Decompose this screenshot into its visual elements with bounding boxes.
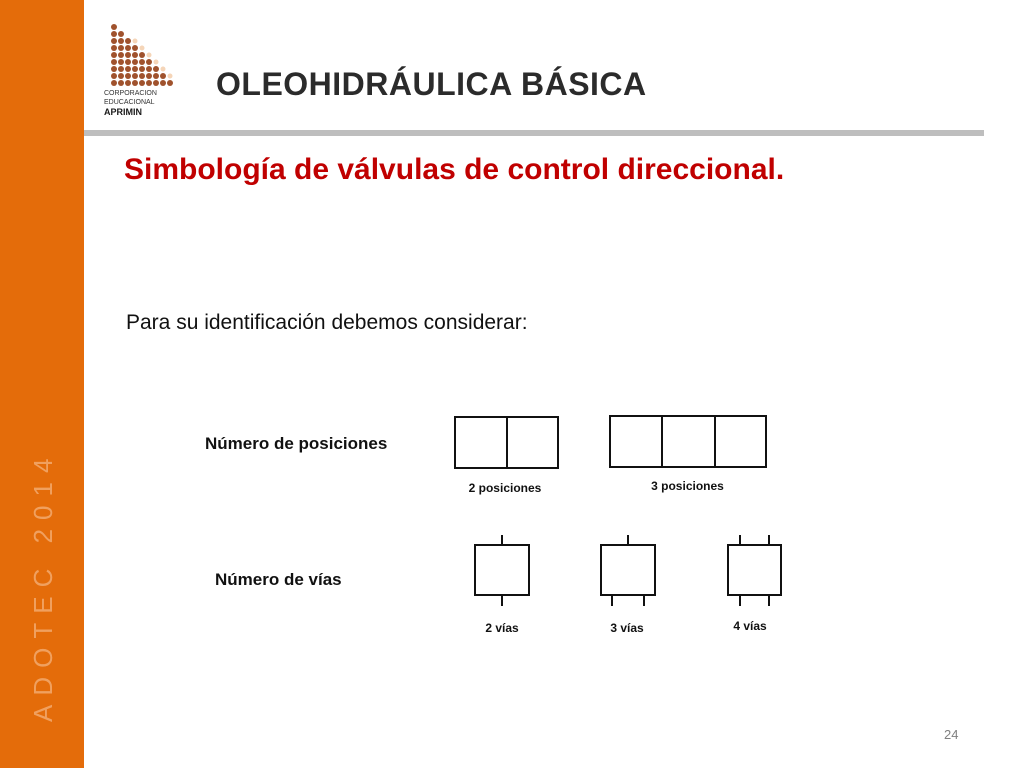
symbol-3-vias [601,535,655,606]
positions-row-label: Número de posiciones [205,434,388,453]
intro-text: Para su identificación debemos considerar: [126,311,528,334]
label-3-vias: 3 vías [610,621,644,635]
slide-title: Simbología de válvulas de control direccional. [124,153,785,186]
logo-text-line2: EDUCACIONAL [104,99,155,106]
label-3-positions: 3 posiciones [651,479,724,493]
symbol-2-vias [475,535,529,606]
symbol-3-positions [610,416,766,467]
logo-text-brand: APRIMIN [104,107,142,117]
label-4-vias: 4 vías [733,619,767,633]
header-title: OLEOHIDRÁULICA BÁSICA [216,66,647,102]
logo-text-line1: CORPORACION [104,90,157,97]
page-number: 24 [944,727,959,742]
vias-row-label: Número de vías [215,570,342,589]
vertical-watermark-text: ADOTEC 2014 [28,449,58,722]
symbol-4-vias [728,535,781,606]
label-2-vias: 2 vías [485,621,519,635]
symbol-2-positions [455,417,558,468]
label-2-positions: 2 posiciones [468,481,542,495]
